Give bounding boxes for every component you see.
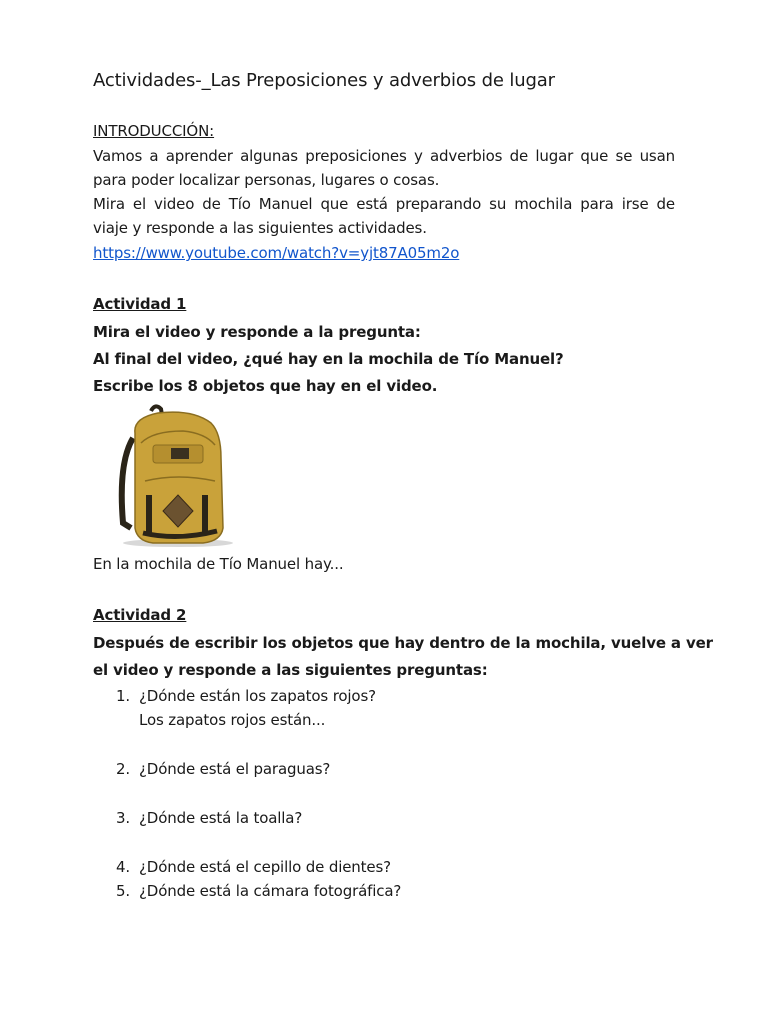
question-number: 3. xyxy=(115,809,130,827)
intro-heading: INTRODUCCIÓN: xyxy=(93,122,215,140)
actividad1-heading: Actividad 1 xyxy=(93,295,187,313)
actividad1-answer-prompt: En la mochila de Tío Manuel hay... xyxy=(93,555,344,573)
intro-line: viaje y responde a las siguientes actividades. xyxy=(93,219,427,237)
question-number: 5. xyxy=(115,882,130,900)
intro-line: Vamos a aprender algunas preposiciones y adverbios de lugar que se usan xyxy=(93,147,675,165)
question-answer: Los zapatos rojos están... xyxy=(139,711,326,729)
question-number: 1. xyxy=(115,687,130,705)
question-text: ¿Dónde está la toalla? xyxy=(139,809,303,827)
question-text: ¿Dónde están los zapatos rojos? xyxy=(139,687,376,705)
youtube-link[interactable]: https://www.youtube.com/watch?v=yjt87A05m2o xyxy=(93,244,460,262)
question-text: ¿Dónde está el cepillo de dientes? xyxy=(139,858,391,876)
question-number: 2. xyxy=(115,760,130,778)
actividad1-instruction: Escribe los 8 objetos que hay en el video. xyxy=(93,377,438,395)
actividad1-instruction: Mira el video y responde a la pregunta: xyxy=(93,323,421,341)
actividad2-instruction: Después de escribir los objetos que hay dentro de la mochila, vuelve a ver xyxy=(93,634,713,652)
intro-line: para poder localizar personas, lugares o cosas. xyxy=(93,171,440,189)
actividad1-question: Al final del video, ¿qué hay en la mochila de Tío Manuel? xyxy=(93,350,564,368)
question-text: ¿Dónde está el paraguas? xyxy=(139,760,331,778)
question-number: 4. xyxy=(115,858,130,876)
actividad2-heading: Actividad 2 xyxy=(93,606,187,624)
actividad2-instruction: el video y responde a las siguientes preguntas: xyxy=(93,661,488,679)
question-text: ¿Dónde está la cámara fotográfica? xyxy=(139,882,402,900)
backpack-image xyxy=(93,403,248,548)
intro-line: Mira el video de Tío Manuel que está preparando su mochila para irse de xyxy=(93,195,675,213)
document-title: Actividades-_Las Preposiciones y adverbios de lugar xyxy=(93,70,555,91)
